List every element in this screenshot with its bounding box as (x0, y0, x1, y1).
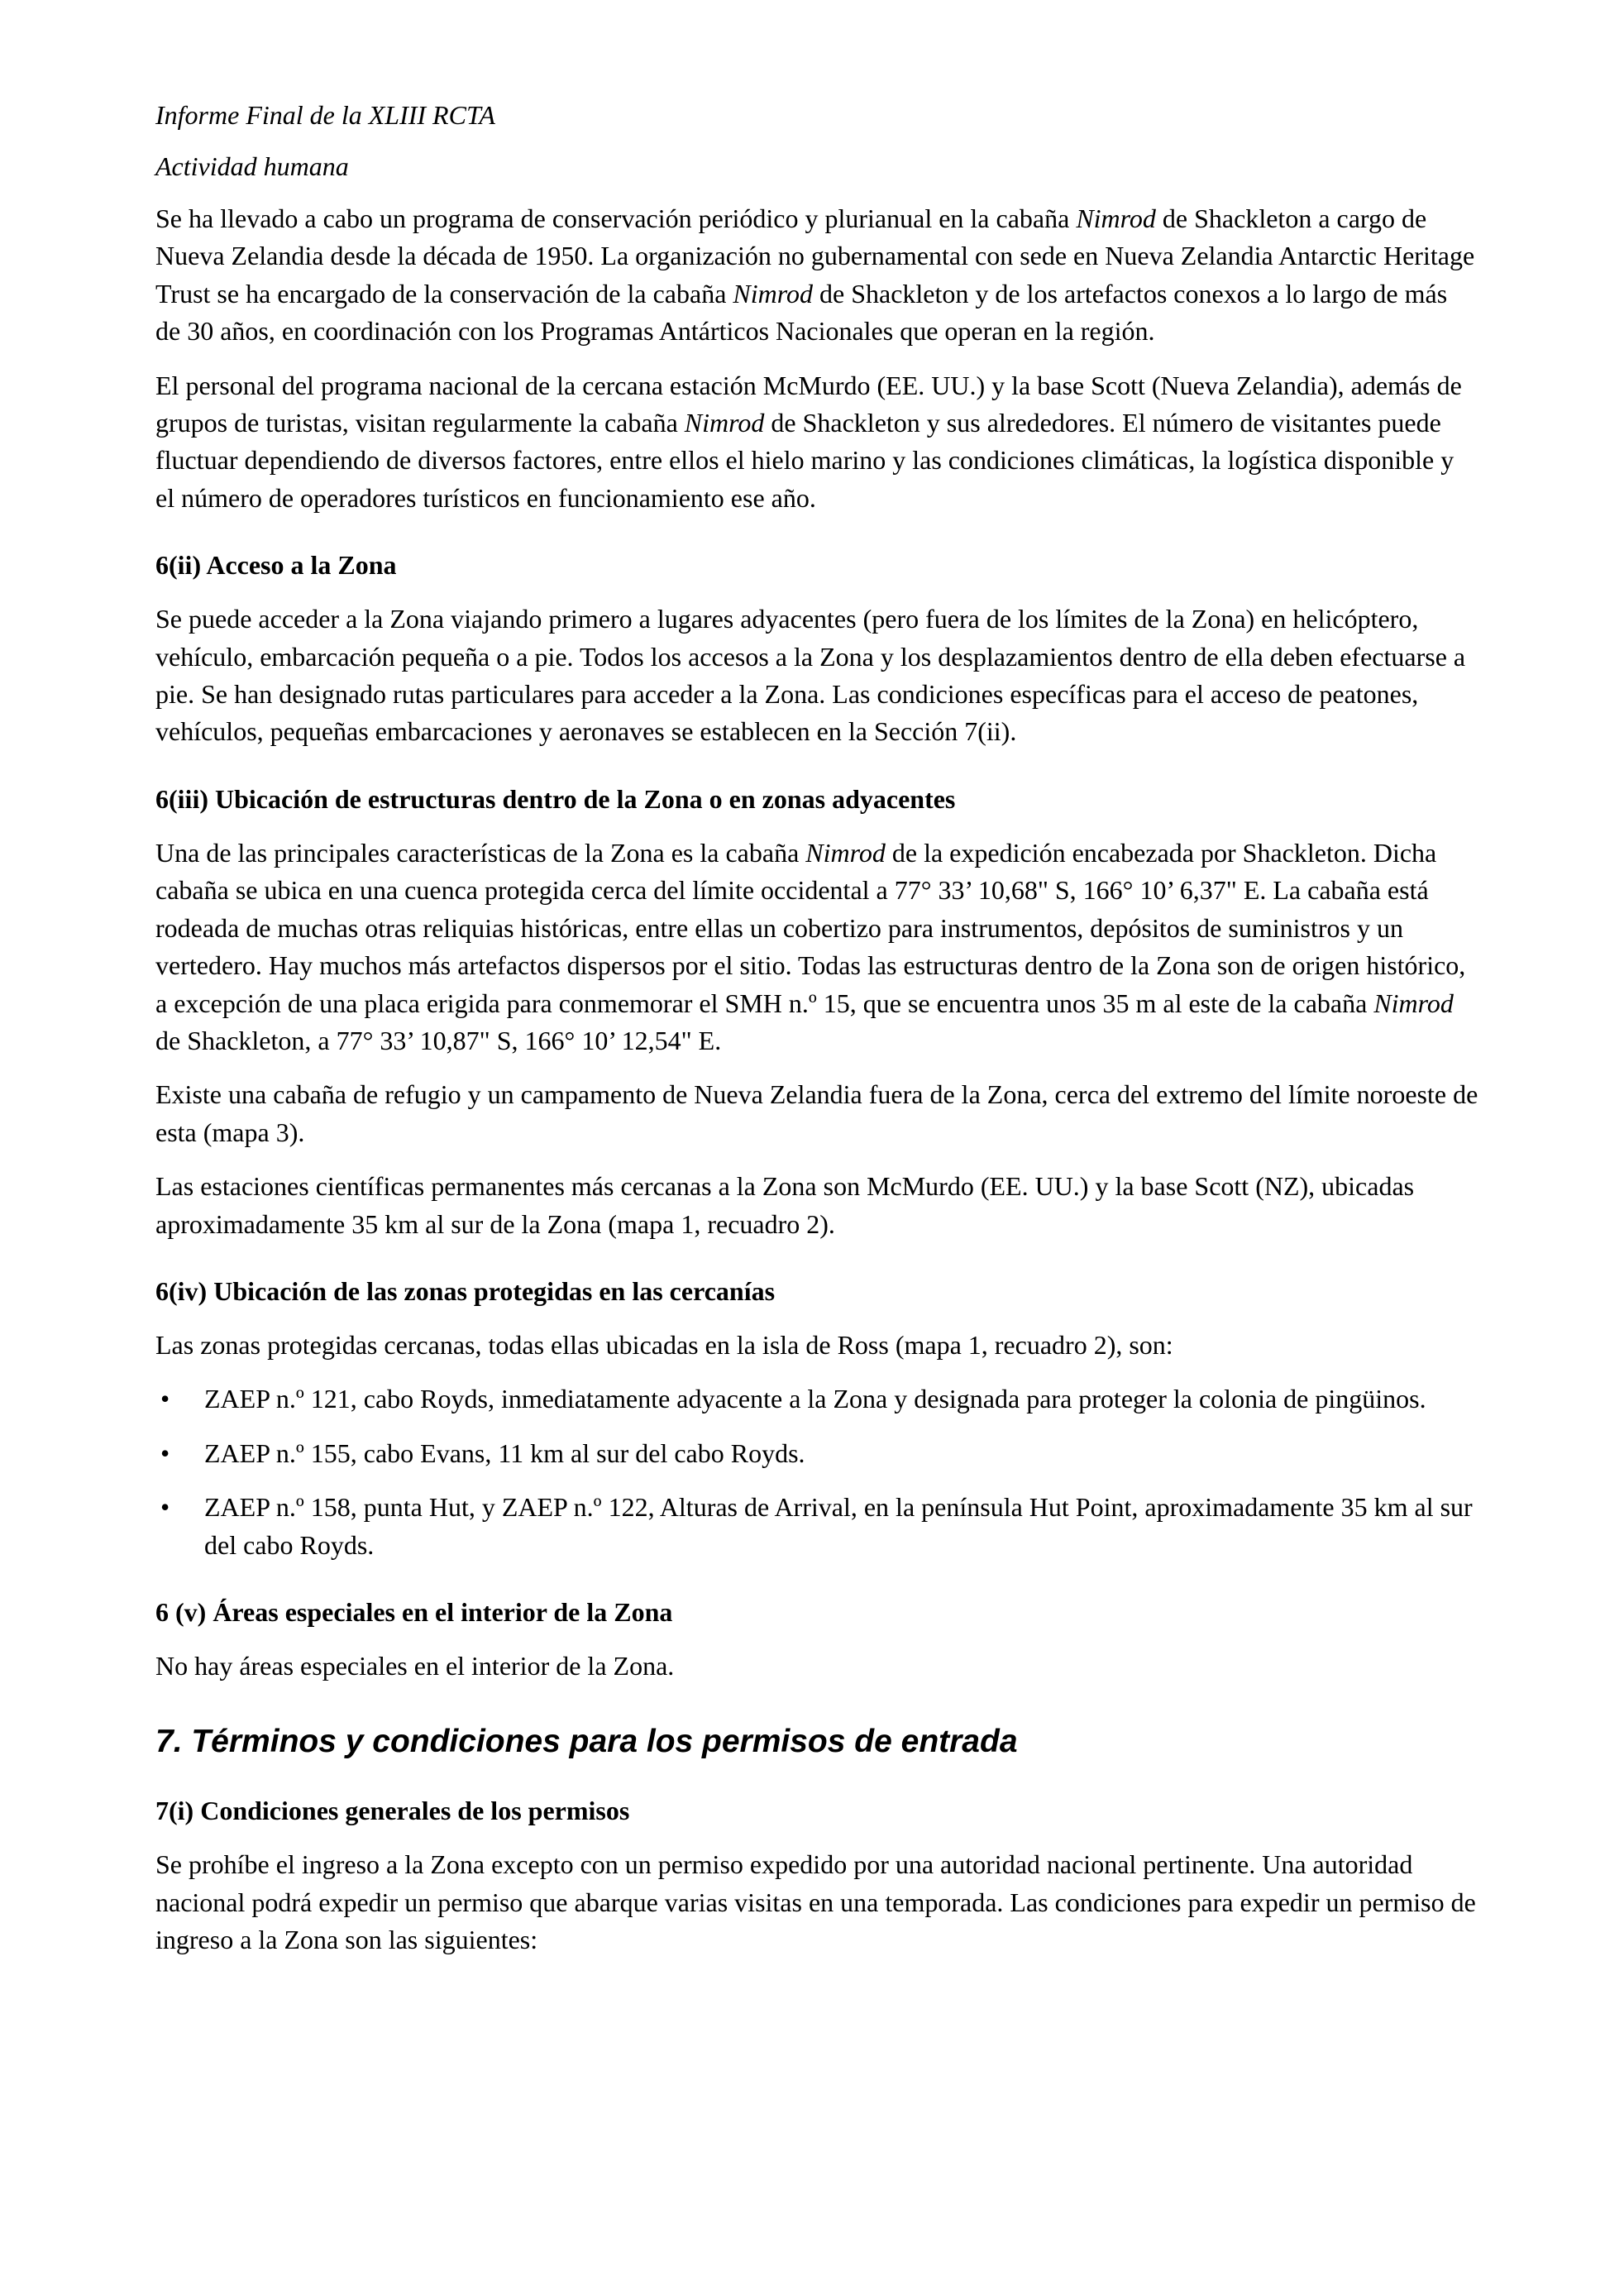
paragraph-stations: Las estaciones científicas permanentes más cercanas a la Zona son McMurdo (EE. UU.) y la base Scott (NZ), ubicadas aproximadamente 35 km al sur de la Zona (mapa 1, recuadro 2). (155, 1171, 1415, 1239)
paragraph-refuge: Existe una cabaña de refugio y un campamento de Nueva Zelandia fuera de la Zona, cerca del extremo del límite noroeste de esta (mapa 3). (155, 1079, 1478, 1147)
bullet-icon: • (160, 1492, 170, 1523)
bullet-icon: • (160, 1384, 170, 1414)
paragraph-access: Se puede acceder a la Zona viajando primero a lugares adyacentes (pero fuera de los límites de la Zona) en helicóptero, vehículo, embarcación pequeña o a pie. Todos los accesos a la Zona y los desplazamientos dentro de ella deben efectuarse a pie. Se han designado rutas particulares para acceder a la Zona. Las condiciones específicas para el acceso de peatones, vehículos, pequeñas embarcaciones y aeronaves se establecen en la Sección 7(ii). (155, 604, 1466, 747)
heading-6v: 6 (v) Áreas especiales en el interior de la Zona (155, 1596, 673, 1627)
heading-6ii: 6(ii) Acceso a la Zona (155, 550, 397, 581)
paragraph-protected-intro: Las zonas protegidas cercanas, todas ellas ubicadas en la isla de Ross (mapa 1, recuadro 2), son: (155, 1329, 1173, 1360)
paragraph-permit-conditions: Se prohíbe el ingreso a la Zona excepto con un permiso expedido por una autoridad nacional pertinente. Una autoridad nacional podrá expedir un permiso que abarque varias visitas en una temporada. Las condiciones para expedir un permiso de ingreso a la Zona son las siguientes: (155, 1849, 1476, 1955)
heading-section-7: 7. Términos y condiciones para los permisos de entrada (155, 1724, 1018, 1760)
bullet-icon: • (160, 1437, 170, 1468)
protected-areas-list (155, 1380, 1478, 1564)
heading-6iii: 6(iii) Ubicación de estructuras dentro de la Zona o en zonas adyacentes (155, 783, 956, 814)
list-item: • ZAEP n.º 155, cabo Evans, 11 km al sur del cabo Royds. (155, 1435, 1478, 1472)
paragraph-structures: Una de las principales características de la Zona es la cabaña Nimrod de la expedición encabezada por Shackleton. Dicha cabaña se ubica en una cuenca protegida cerca del límite occidental a 77° 33’ 10,68" S, 166° 10’ 6,37" E. La cabaña está rodeada de muchas otras reliquias históricas, entre ellas un cobertizo para instrumentos, depósitos de suministros y un vertedero. Hay muchos más artefactos dispersos por el sitio. Todas las estructuras dentro de la Zona son de origen histórico, a excepción de una placa erigida para conmemorar el SMH n.º 15, que se encuentra unos 35 m al este de la cabaña Nimrod de Shackleton, a 77° 33’ 10,87" S, 166° 10’ 12,54" E. (155, 837, 1466, 1055)
heading-7i: 7(i) Condiciones generales de los permisos (155, 1796, 630, 1826)
paragraph-special-areas: No hay áreas especiales en el interior de la Zona. (155, 1650, 675, 1681)
list-item: • ZAEP n.º 158, punta Hut, y ZAEP n.º 122, Alturas de Arrival, en la península Hut Point, aproximadamente 35 km al sur del cabo Royds. (155, 1489, 1478, 1564)
paragraph-conservation: Se ha llevado a cabo un programa de conservación periódico y plurianual en la cabaña Nimrod de Shackleton a cargo de Nueva Zelandia desde la década de 1950. La organización no gubernamental con sede en Nueva Zelandia Antarctic Heritage Trust se ha encargado de la conservación de la cabaña Nimrod de Shackleton y de los artefactos conexos a lo largo de más de 30 años, en coordinación con los Programas Antárticos Nacionales que operan en la región. (155, 203, 1475, 347)
heading-6iv: 6(iv) Ubicación de las zonas protegidas en las cercanías (155, 1275, 776, 1306)
list-item: • ZAEP n.º 121, cabo Royds, inmediatamente adyacente a la Zona y designada para proteger la colonia de pingüinos. (155, 1380, 1478, 1418)
paragraph-visitors: El personal del programa nacional de la cercana estación McMurdo (EE. UU.) y la base Scott (Nueva Zelandia), además de grupos de turistas, visitan regularmente la cabaña Nimrod de Shackleton y sus alrededores. El número de visitantes puede fluctuar dependiendo de diversos factores, entre ellos el hielo marino y las condiciones climáticas, la logística disponible y el número de operadores turísticos en funcionamiento ese año. (155, 370, 1462, 513)
document-page (155, 98, 1478, 1976)
subsection-title: Actividad humana (155, 151, 349, 181)
document-title: Informe Final de la XLIII RCTA (155, 100, 495, 130)
